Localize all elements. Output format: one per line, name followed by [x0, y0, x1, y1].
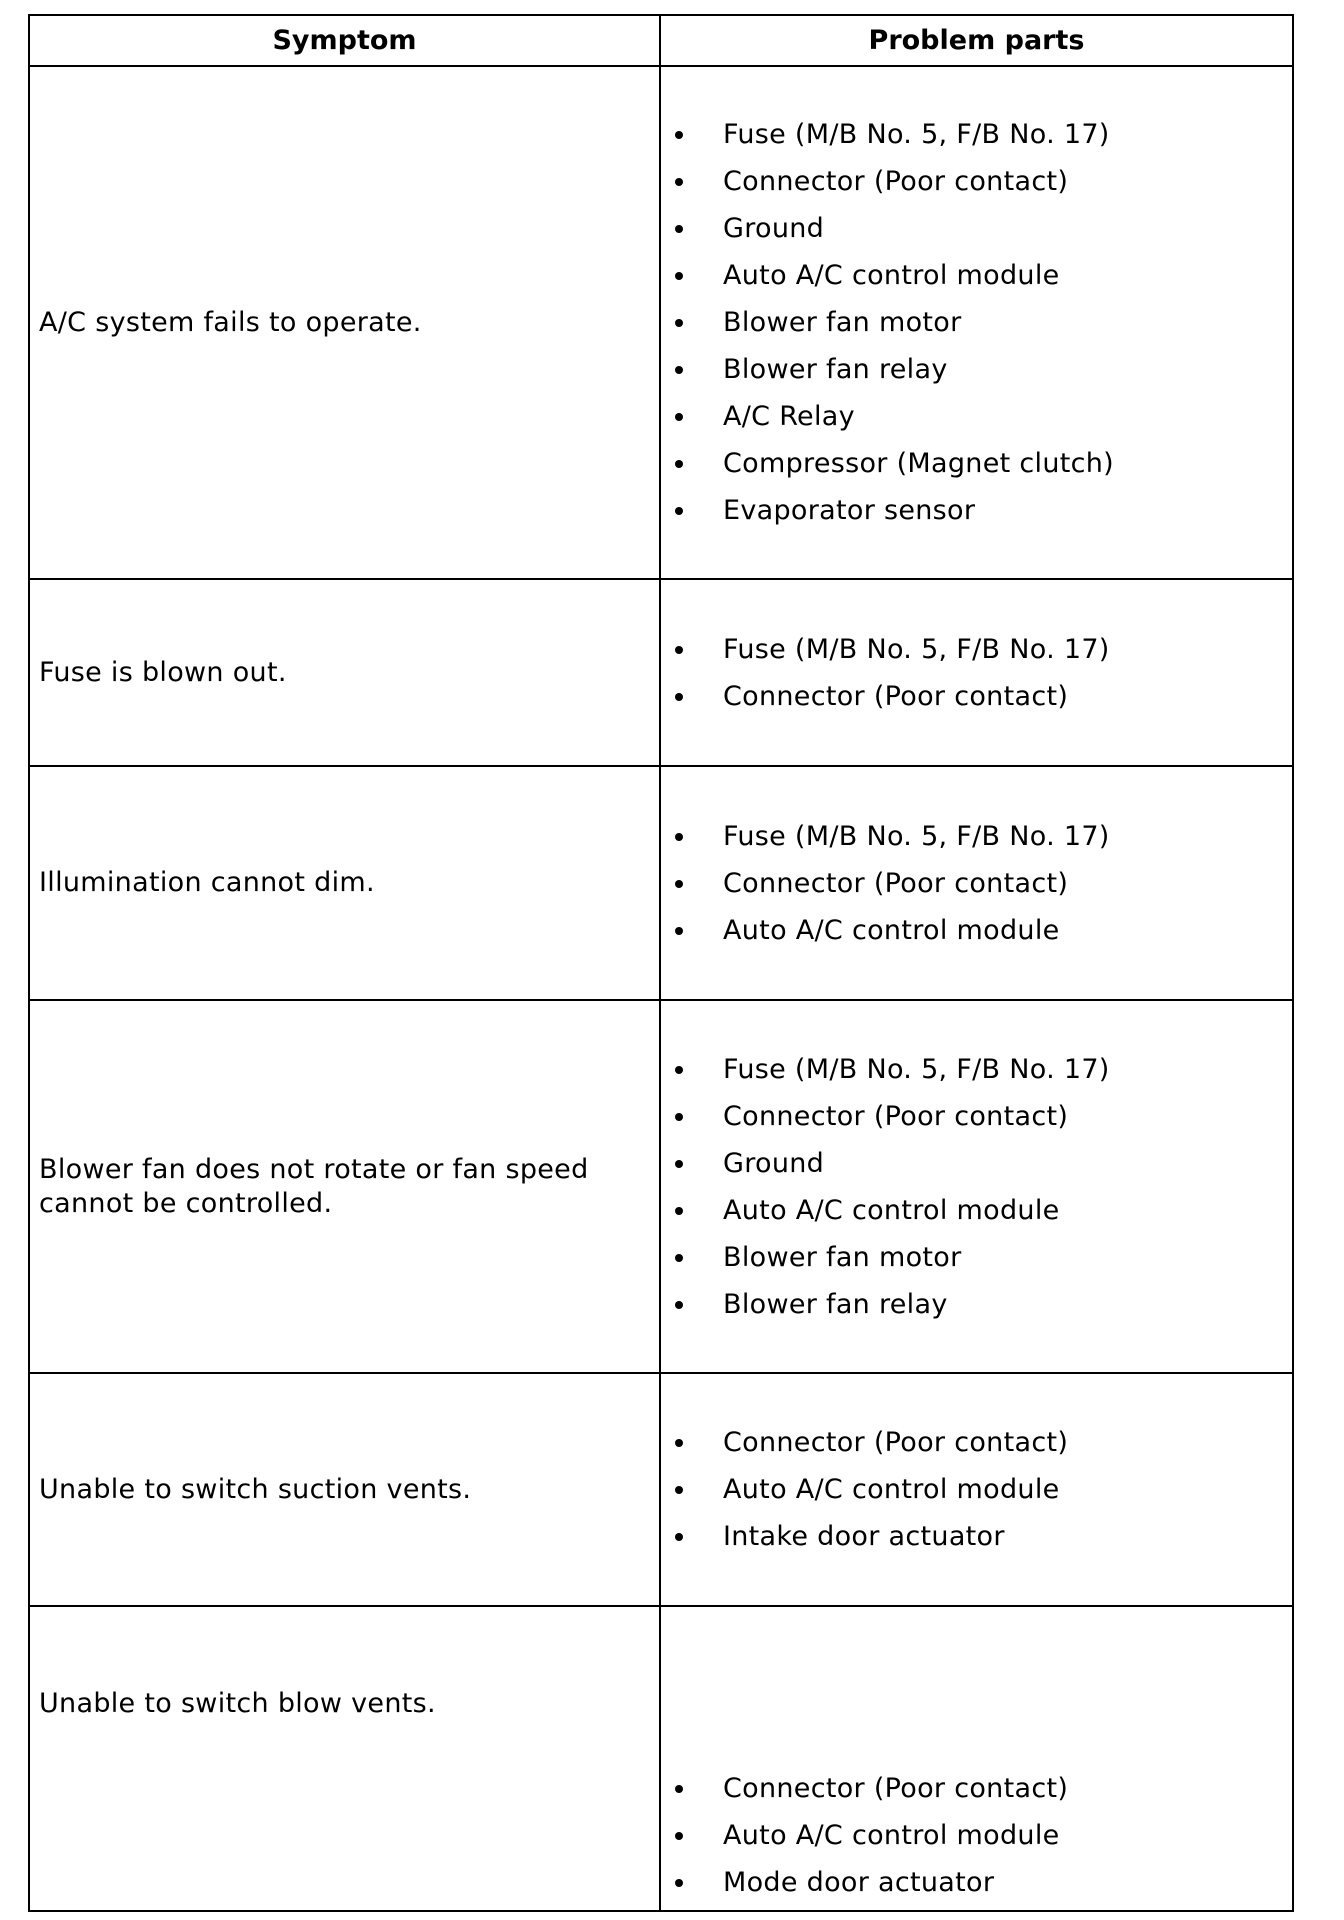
list-item [661, 1466, 1292, 1513]
bullet-icon [675, 225, 683, 233]
bullet-icon [675, 1254, 683, 1262]
bullet-icon [675, 693, 683, 701]
part-label: Auto A/C control module [723, 1474, 1060, 1505]
part-label: Ground [723, 213, 825, 244]
problem-parts-column-header: Problem parts [660, 15, 1293, 66]
part-label: Evaporator sensor [723, 495, 976, 526]
bullet-icon [675, 272, 683, 280]
part-label: Auto A/C control module [723, 260, 1060, 291]
bullet-icon [675, 319, 683, 327]
list-item [661, 393, 1292, 440]
symptom-cell: Unable to switch suction vents. [29, 1373, 660, 1606]
part-label: Fuse (M/B No. 5, F/B No. 17) [723, 119, 1110, 150]
troubleshooting-document [28, 14, 1292, 1912]
list-item [661, 1765, 1292, 1812]
bullet-icon [675, 927, 683, 935]
list-item [661, 440, 1292, 487]
bullet-icon [675, 1160, 683, 1168]
part-label: Connector (Poor contact) [723, 1773, 1069, 1804]
part-label: Fuse (M/B No. 5, F/B No. 17) [723, 820, 1110, 852]
list-item [661, 626, 1292, 673]
part-label: Compressor (Magnet clutch) [723, 448, 1115, 479]
list-item [661, 299, 1292, 346]
list-item [661, 346, 1292, 393]
list-item [661, 111, 1292, 158]
list-item [661, 1140, 1292, 1187]
symptom-cell: Fuse is blown out. [29, 579, 660, 766]
table-row [29, 1606, 1293, 1911]
part-label: Blower fan motor [723, 307, 962, 338]
part-label: Auto A/C control module [723, 1194, 1060, 1226]
part-label: Ground [723, 1147, 825, 1179]
part-label: Connector (Poor contact) [723, 1427, 1069, 1458]
problem-parts-list [661, 1765, 1292, 1906]
part-label: Blower fan motor [723, 1241, 962, 1273]
list-item [661, 1234, 1292, 1281]
part-label: A/C Relay [723, 401, 855, 432]
bullet-icon [675, 1113, 683, 1121]
list-item [661, 1093, 1292, 1140]
symptom-cell: Blower fan does not rotate or fan speed cannot be controlled. [29, 1000, 660, 1373]
list-item [661, 1281, 1292, 1328]
bullet-icon [675, 1832, 683, 1840]
bullet-icon [675, 1879, 683, 1887]
problem-parts-cell [660, 579, 1293, 766]
list-item [661, 252, 1292, 299]
list-item [661, 1419, 1292, 1466]
bullet-icon [675, 507, 683, 515]
part-label: Fuse (M/B No. 5, F/B No. 17) [723, 633, 1110, 665]
bullet-icon [675, 833, 683, 841]
symptom-cell: Illumination cannot dim. [29, 766, 660, 1000]
bullet-icon [675, 880, 683, 888]
part-label: Intake door actuator [723, 1521, 1005, 1552]
problem-parts-list [661, 1419, 1292, 1560]
problem-parts-list [661, 626, 1292, 720]
symptom-cell: Unable to switch blow vents. [29, 1606, 660, 1911]
problem-parts-cell [660, 1000, 1293, 1373]
bullet-icon [675, 460, 683, 468]
table-row [29, 66, 1293, 579]
bullet-icon [675, 1439, 683, 1447]
symptom-cell: A/C system fails to operate. [29, 66, 660, 579]
bullet-icon [675, 646, 683, 654]
list-item [661, 860, 1292, 907]
part-label: Blower fan relay [723, 354, 948, 385]
bullet-icon [675, 1207, 683, 1215]
table-row [29, 1373, 1293, 1606]
list-item [661, 1046, 1292, 1093]
symptom-table [28, 14, 1294, 1912]
part-label: Fuse (M/B No. 5, F/B No. 17) [723, 1053, 1110, 1085]
table-header-row [29, 15, 1293, 66]
problem-parts-cell [660, 66, 1293, 579]
list-item [661, 907, 1292, 954]
list-item [661, 1859, 1292, 1906]
part-label: Mode door actuator [723, 1867, 995, 1898]
bullet-icon [675, 413, 683, 421]
part-label: Connector (Poor contact) [723, 680, 1069, 712]
symptom-column-header: Symptom [29, 15, 660, 66]
part-label: Blower fan relay [723, 1288, 948, 1320]
problem-parts-list [661, 813, 1292, 954]
list-item [661, 487, 1292, 534]
problem-parts-cell [660, 1606, 1293, 1911]
problem-parts-list [661, 1046, 1292, 1328]
bullet-icon [675, 1301, 683, 1309]
part-label: Connector (Poor contact) [723, 1100, 1069, 1132]
list-item [661, 158, 1292, 205]
list-item [661, 673, 1292, 720]
table-row [29, 579, 1293, 766]
part-label: Auto A/C control module [723, 914, 1060, 946]
part-label: Connector (Poor contact) [723, 166, 1069, 197]
bullet-icon [675, 178, 683, 186]
list-item [661, 1812, 1292, 1859]
table-row [29, 766, 1293, 1000]
bullet-icon [675, 131, 683, 139]
bullet-icon [675, 366, 683, 374]
bullet-icon [675, 1785, 683, 1793]
bullet-icon [675, 1066, 683, 1074]
part-label: Connector (Poor contact) [723, 867, 1069, 899]
bullet-icon [675, 1486, 683, 1494]
list-item [661, 1187, 1292, 1234]
problem-parts-cell [660, 1373, 1293, 1606]
list-item [661, 205, 1292, 252]
list-item [661, 813, 1292, 860]
bullet-icon [675, 1533, 683, 1541]
problem-parts-cell [660, 766, 1293, 1000]
list-item [661, 1513, 1292, 1560]
table-row [29, 1000, 1293, 1373]
part-label: Auto A/C control module [723, 1820, 1060, 1851]
problem-parts-list [661, 111, 1292, 534]
